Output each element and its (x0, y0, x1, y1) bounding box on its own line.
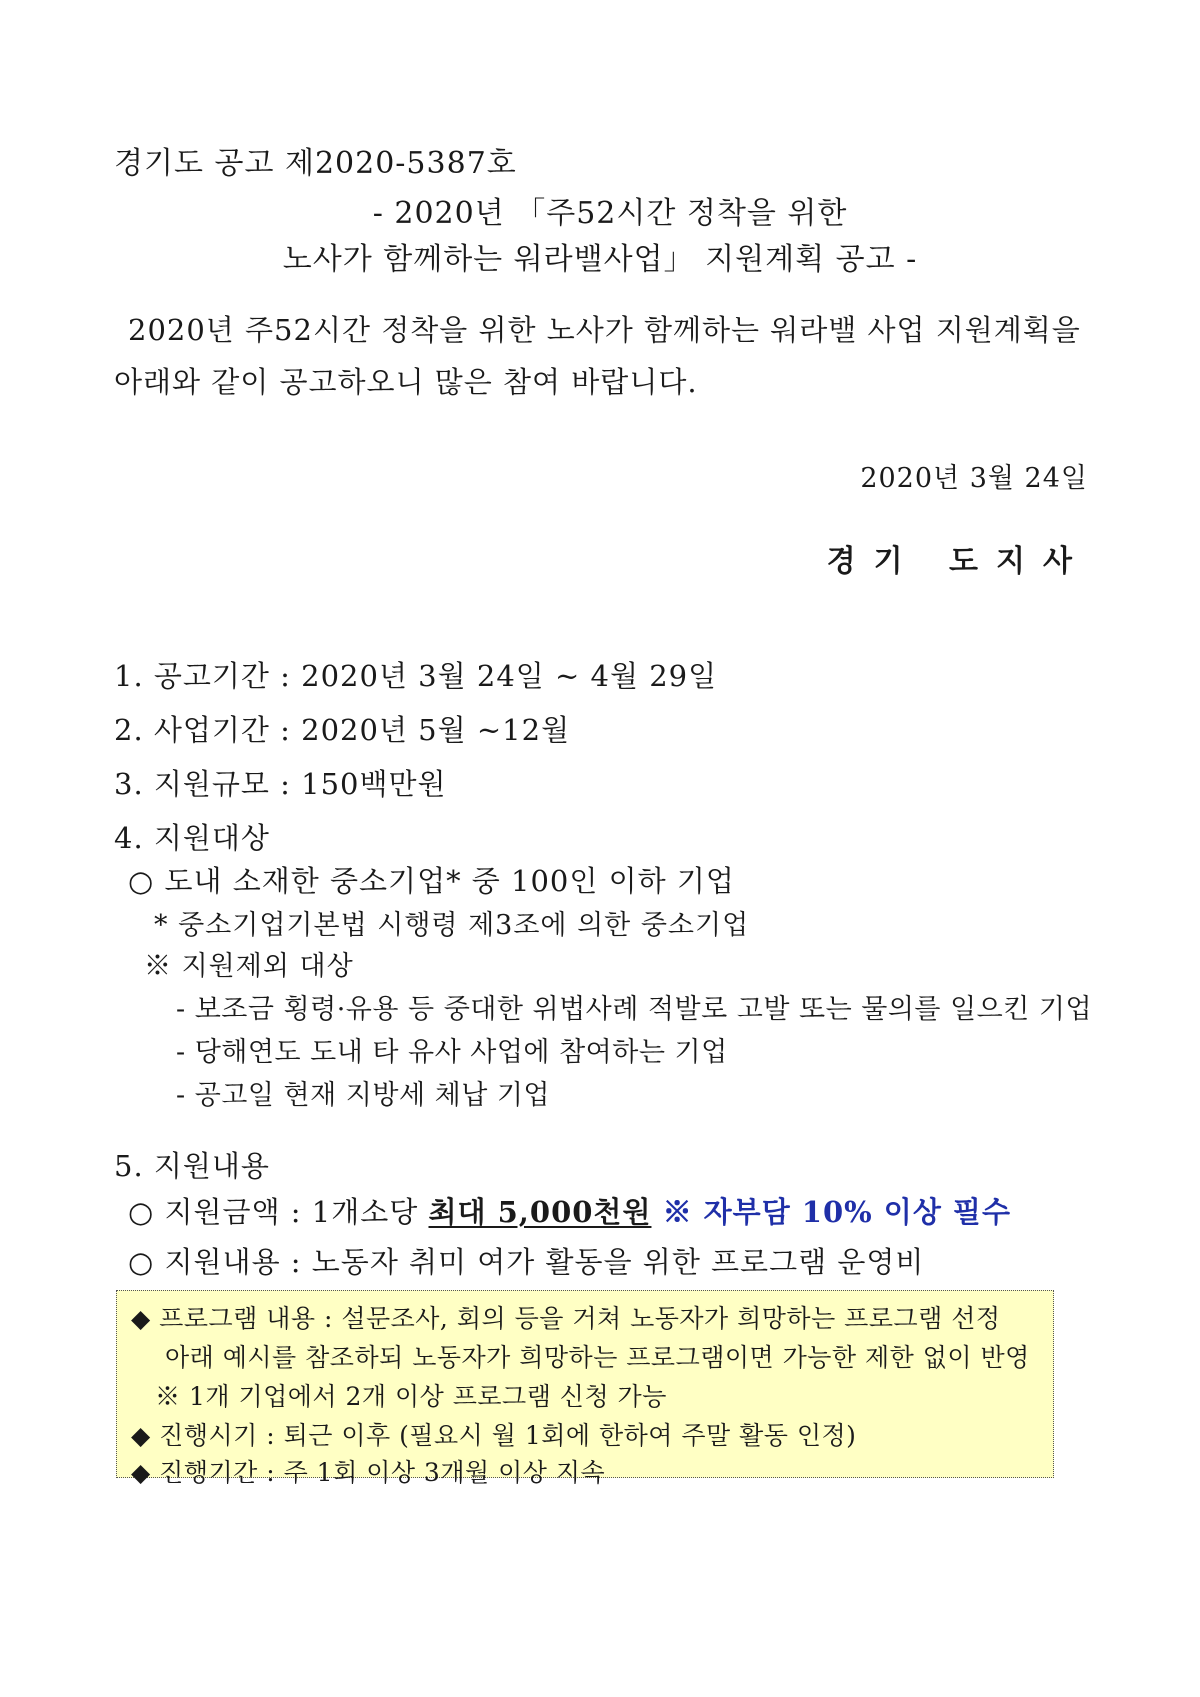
program-multiple-note: ※ 1개 기업에서 2개 이상 프로그램 신청 가능 (155, 1382, 667, 1411)
program-example-line: 아래 예시를 참조하되 노동자가 희망하는 프로그램이면 가능한 제한 없이 반영 (165, 1343, 1030, 1372)
support-amount-line (128, 1190, 1011, 1231)
program-content-line: ◆ 프로그램 내용 : 설문조사, 회의 등을 거쳐 노동자가 희망하는 프로그램 선정 (131, 1304, 1001, 1333)
title-line-2: 노사가 함께하는 워라밸사업」 지원계획 공고 - (282, 242, 918, 277)
intro-text: 2020년 주52시간 정착을 위한 노사가 함께하는 워라밸 사업 지원계획을 아래와 같이 공고하오니 많은 참여 바랍니다. (114, 313, 1081, 399)
title-line-1: - 2020년 「주52시간 정착을 위한 (372, 196, 848, 231)
issuer-name: 경기 도지사 (826, 544, 1090, 579)
support-content-line: ○ 지원내용 : 노동자 취미 여가 활동을 위한 프로그램 운영비 (128, 1245, 925, 1279)
program-info-box (116, 1290, 1054, 1487)
item-content-title: 5. 지원내용 (114, 1149, 270, 1183)
self-burden-note: ※ 자부담 10% 이상 필수 (651, 1195, 1011, 1229)
intro-paragraph (114, 304, 1084, 408)
exclusion-item: - 보조금 횡령·유용 등 중대한 위법사례 적발로 고발 또는 물의를 일으킨 기업 (176, 994, 1093, 1025)
item-target-title: 4. 지원대상 (114, 821, 270, 855)
notice-date: 2020년 3월 24일 (860, 463, 1088, 494)
target-main: ○ 도내 소재한 중소기업* 중 100인 이하 기업 (128, 864, 735, 898)
item-support-scale: 3. 지원규모 : 150백만원 (114, 767, 447, 801)
target-note: * 중소기업기본법 시행령 제3조에 의한 중소기업 (154, 910, 750, 941)
support-amount-max: 최대 5,000천원 (428, 1195, 652, 1229)
exclusion-item: - 공고일 현재 지방세 체납 기업 (176, 1080, 551, 1111)
item-notice-period: 1. 공고기간 : 2020년 3월 24일 ~ 4월 29일 (114, 659, 718, 693)
item-business-period: 2. 사업기간 : 2020년 5월 ~12월 (114, 713, 571, 747)
exclusion-title: ※ 지원제외 대상 (144, 951, 354, 982)
support-amount-prefix: ○ 지원금액 : 1개소당 (128, 1195, 429, 1229)
program-timing-line: ◆ 진행시기 : 퇴근 이후 (필요시 월 1회에 한하여 주말 활동 인정) (131, 1421, 857, 1450)
exclusion-item: - 당해연도 도내 타 유사 사업에 참여하는 기업 (176, 1037, 728, 1068)
program-duration-line: ◆ 진행기간 : 주 1회 이상 3개월 이상 지속 (131, 1458, 606, 1487)
notice-number: 경기도 공고 제2020-5387호 (114, 146, 517, 181)
